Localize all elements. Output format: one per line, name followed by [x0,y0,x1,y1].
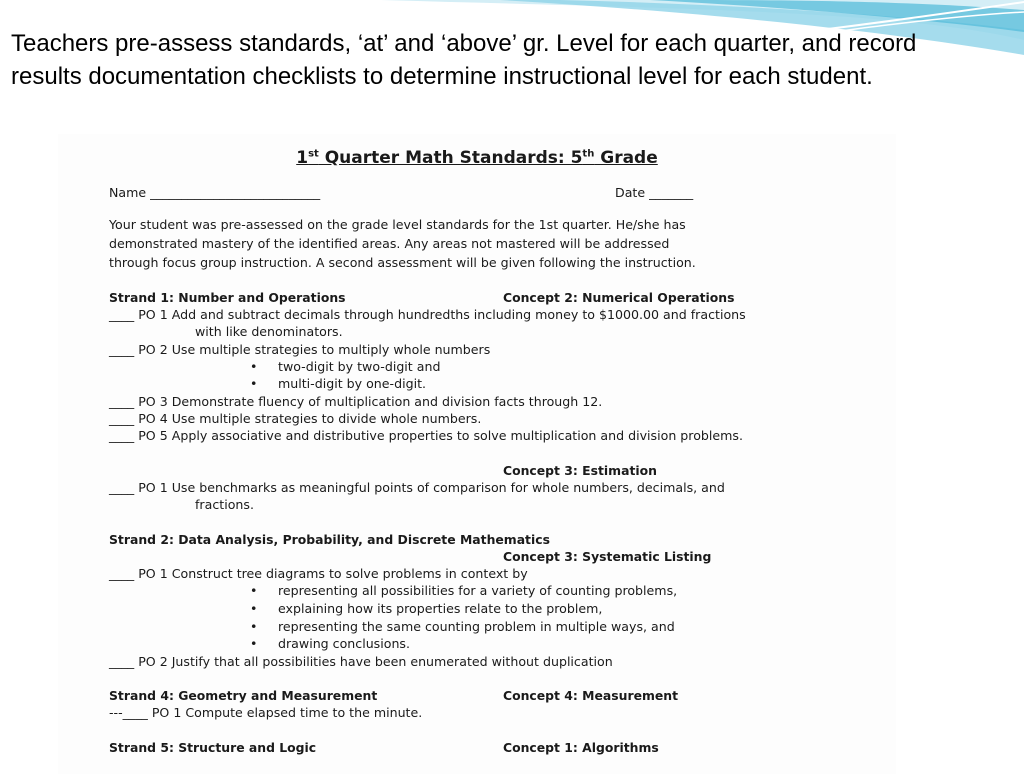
sub-item: representing the same counting problem in multiple ways, and [278,619,675,634]
document-title: 1st Quarter Math Standards: 5th Grade [296,148,658,168]
checklist-item: ____ PO 1 Add and subtract decimals through hundredths including money to $1000.00 and fractions [109,307,746,322]
concept-3-systematic-heading: Concept 3: Systematic Listing [503,549,712,564]
checklist-item: ____ PO 2 Justify that all possibilities have been enumerated without duplication [109,654,613,669]
strand-2-heading: Strand 2: Data Analysis, Probability, and Discrete Mathematics [109,532,550,547]
strand-1-heading: Strand 1: Number and Operations [109,290,346,305]
checklist-item: ____ PO 1 Use benchmarks as meaningful points of comparison for whole numbers, decimals, and [109,480,725,495]
bullet-marker: • [250,636,258,651]
name-field: Name ___________________________ [109,185,321,200]
bullet-marker: • [250,583,258,598]
sub-item: representing all possibilities for a variety of counting problems, [278,583,678,598]
sub-item: two-digit by two-digit and [278,359,441,374]
sub-item: multi-digit by one-digit. [278,376,427,391]
checklist-item: ____ PO 2 Use multiple strategies to multiply whole numbers [109,342,491,357]
concept-4-heading: Concept 4: Measurement [503,688,679,703]
concept-3-estimation-heading: Concept 3: Estimation [503,463,657,478]
checklist-item-continued: with like denominators. [195,324,343,339]
concept-1-heading: Concept 1: Algorithms [503,740,659,755]
checklist-item: ____ PO 1 Construct tree diagrams to solve problems in context by [109,566,528,581]
checklist-item: ____ PO 4 Use multiple strategies to divide whole numbers. [109,411,482,426]
sub-item: explaining how its properties relate to the problem, [278,601,603,616]
bullet-marker: • [250,619,258,634]
concept-2-heading: Concept 2: Numerical Operations [503,290,735,305]
checklist-item-continued: fractions. [195,497,254,512]
bullet-marker: • [250,601,258,616]
bullet-marker: • [250,359,258,374]
date-field: Date _______ [615,185,694,200]
intro-line: demonstrated mastery of the identified areas. Any areas not mastered will be addressed [109,236,670,251]
intro-line: Your student was pre-assessed on the grade level standards for the 1st quarter. He/she has [109,217,686,232]
slide-caption: Teachers pre-assess standards, ‘at’ and ‘above’ gr. Level for each quarter, and record results documentation checklists to determine instructional level for each student. [11,30,917,90]
checklist-item: ____ PO 3 Demonstrate fluency of multiplication and division facts through 12. [109,394,603,409]
strand-5-heading: Strand 5: Structure and Logic [109,740,317,755]
strand-4-heading: Strand 4: Geometry and Measurement [109,688,378,703]
bullet-marker: • [250,376,258,391]
sub-item: drawing conclusions. [278,636,410,651]
checklist-item: ____ PO 5 Apply associative and distributive properties to solve multiplication and division problems. [109,428,743,443]
intro-line: through focus group instruction. A second assessment will be given following the instruction. [109,255,696,270]
checklist-document [58,134,896,774]
checklist-item: ---____ PO 1 Compute elapsed time to the minute. [109,705,423,720]
